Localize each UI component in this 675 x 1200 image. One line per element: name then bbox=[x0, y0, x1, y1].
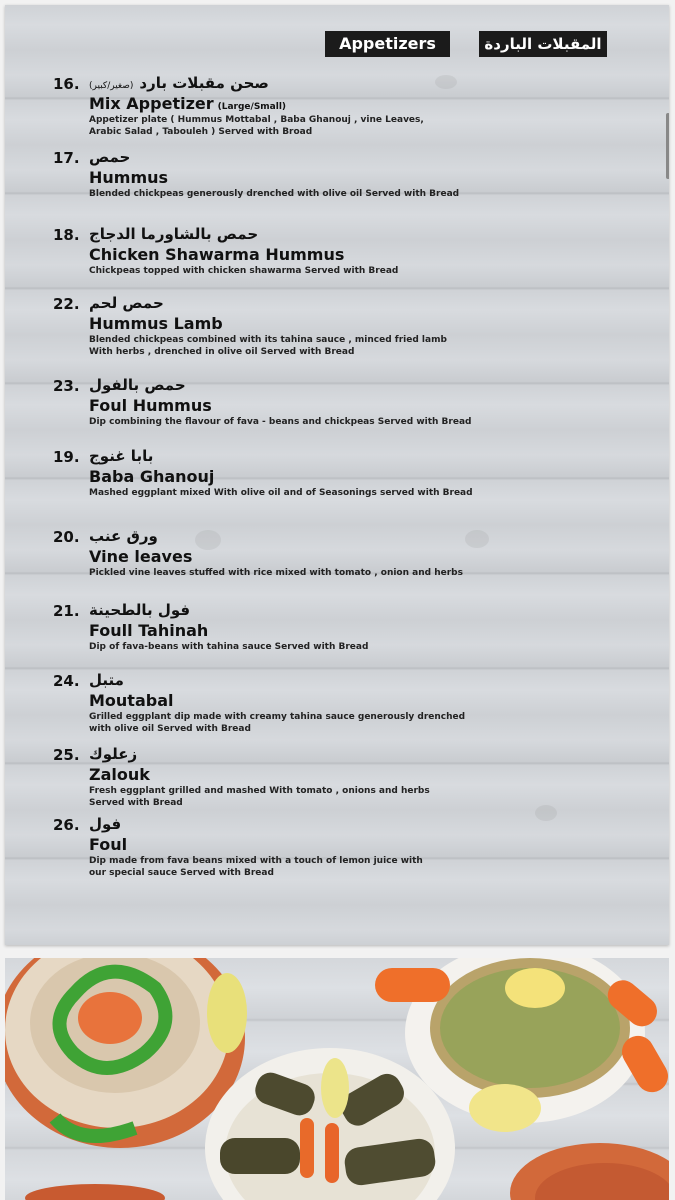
item-name-ar bbox=[89, 815, 121, 833]
item-name-ar-text: حمص بالفول bbox=[89, 376, 186, 394]
item-name-ar-text: ورق عنب bbox=[89, 527, 158, 545]
section-title-ar: المقبلات الباردة bbox=[479, 31, 607, 57]
item-description-line: Chickpeas topped with chicken shawarma Served with Bread bbox=[89, 266, 399, 276]
item-name-ar-text: متبل bbox=[89, 671, 124, 689]
wood-knot bbox=[435, 75, 457, 89]
item-description-line: Grilled eggplant dip made with creamy tahina sauce generously drenched bbox=[89, 712, 466, 722]
wood-knot bbox=[535, 805, 557, 821]
item-name-en-text: Foul bbox=[89, 835, 128, 854]
item-description-line: Arabic Salad , Tabouleh ) Served with Broad bbox=[89, 127, 313, 137]
item-number: 17. bbox=[53, 149, 80, 167]
wood-knot bbox=[195, 530, 221, 550]
item-description-line: with olive oil Served with Bread bbox=[89, 724, 251, 734]
item-name-en bbox=[89, 765, 150, 784]
item-description-line: Dip made from fava beans mixed with a touch of lemon juice with bbox=[89, 856, 423, 866]
item-number: 16. bbox=[53, 75, 80, 93]
item-name-ar bbox=[89, 294, 164, 312]
item-name-ar-text: فول بالطحينة bbox=[89, 601, 191, 619]
item-name-ar-text: صحن مقبلات بارد bbox=[139, 74, 269, 92]
item-description-line: Fresh eggplant grilled and mashed With tomato , onions and herbs bbox=[89, 786, 430, 796]
item-description bbox=[89, 785, 509, 809]
item-name-ar-text: حمص بالشاورما الدجاج bbox=[89, 225, 259, 243]
item-name-ar bbox=[89, 745, 137, 763]
item-name-ar bbox=[89, 148, 130, 166]
item-description bbox=[89, 265, 509, 277]
item-description-line: Dip combining the flavour of fava - beans and chickpeas Served with Bread bbox=[89, 417, 472, 427]
item-number: 20. bbox=[53, 528, 80, 546]
item-number: 19. bbox=[53, 448, 80, 466]
item-description-line: With herbs , drenched in olive oil Served with Bread bbox=[89, 347, 355, 357]
item-name-ar bbox=[89, 671, 124, 689]
item-size-en: (Large/Small) bbox=[217, 102, 287, 112]
item-name-en-text: Hummus Lamb bbox=[89, 314, 223, 333]
item-name-ar bbox=[89, 527, 158, 545]
item-name-en bbox=[89, 621, 208, 640]
item-name-en-text: Mix Appetizer bbox=[89, 94, 214, 113]
item-name-ar-text: فول bbox=[89, 815, 122, 833]
item-name-ar-text: حمص لحم bbox=[89, 294, 164, 312]
item-number: 24. bbox=[53, 672, 80, 690]
item-description-line: Served with Bread bbox=[89, 798, 183, 808]
item-description bbox=[89, 641, 509, 653]
item-name-en bbox=[89, 835, 127, 854]
item-name-en bbox=[89, 396, 212, 415]
item-description-line: Appetizer plate ( Hummus Mottabal , Baba Ghanouj , vine Leaves, bbox=[89, 115, 424, 125]
item-name-en-text: Moutabal bbox=[89, 691, 174, 710]
scrollbar[interactable] bbox=[666, 113, 669, 179]
item-number: 23. bbox=[53, 377, 80, 395]
item-description bbox=[89, 188, 509, 200]
item-description-line: Dip of fava-beans with tahina sauce Served with Bread bbox=[89, 642, 369, 652]
item-name-en bbox=[89, 467, 214, 486]
item-name-en bbox=[89, 245, 344, 264]
item-description-line: Pickled vine leaves stuffed with rice mixed with tomato , onion and herbs bbox=[89, 568, 463, 578]
food-photo-illustration bbox=[5, 958, 669, 1200]
item-name-ar bbox=[89, 447, 153, 465]
item-name-en-text: Baba Ghanouj bbox=[89, 467, 215, 486]
item-description bbox=[89, 711, 509, 735]
item-name-en bbox=[89, 547, 192, 566]
item-description-line: Blended chickpeas generously drenched with olive oil Served with Bread bbox=[89, 189, 460, 199]
item-name-en-text: Vine leaves bbox=[89, 547, 193, 566]
item-description bbox=[89, 855, 509, 879]
menu-page bbox=[5, 5, 669, 945]
item-name-ar-text: بابا غنوج bbox=[89, 447, 154, 465]
item-name-en bbox=[89, 168, 168, 187]
item-name-ar-text: حمص bbox=[89, 148, 131, 166]
item-name-ar bbox=[89, 74, 269, 92]
item-name-en bbox=[89, 94, 286, 113]
wood-knot bbox=[465, 530, 489, 548]
item-number: 26. bbox=[53, 816, 80, 834]
item-name-en-text: Hummus bbox=[89, 168, 169, 187]
item-description bbox=[89, 487, 509, 499]
item-description bbox=[89, 334, 509, 358]
item-number: 25. bbox=[53, 746, 80, 764]
item-number: 21. bbox=[53, 602, 80, 620]
item-name-en-text: Chicken Shawarma Hummus bbox=[89, 245, 345, 264]
item-name-ar-text: زعلوك bbox=[89, 745, 138, 763]
item-name-ar bbox=[89, 601, 190, 619]
item-number: 18. bbox=[53, 226, 80, 244]
item-name-ar bbox=[89, 225, 258, 243]
item-name-en-text: Foul Hummus bbox=[89, 396, 212, 415]
item-description-line: Mashed eggplant mixed With olive oil and of Seasonings served with Bread bbox=[89, 488, 473, 498]
section-title-en: Appetizers bbox=[325, 31, 450, 57]
food-photo bbox=[5, 958, 669, 1200]
item-size-ar: (صغير/كبير) bbox=[89, 81, 134, 91]
item-description bbox=[89, 416, 509, 428]
item-name-en bbox=[89, 314, 223, 333]
item-description bbox=[89, 114, 509, 138]
item-name-en bbox=[89, 691, 173, 710]
item-name-en-text: Zalouk bbox=[89, 765, 150, 784]
item-name-en-text: Foull Tahinah bbox=[89, 621, 209, 640]
item-description-line: Blended chickpeas combined with its tahina sauce , minced fried lamb bbox=[89, 335, 447, 345]
item-number: 22. bbox=[53, 295, 80, 313]
item-description-line: our special sauce Served with Bread bbox=[89, 868, 274, 878]
item-description bbox=[89, 567, 509, 579]
item-name-ar bbox=[89, 376, 186, 394]
